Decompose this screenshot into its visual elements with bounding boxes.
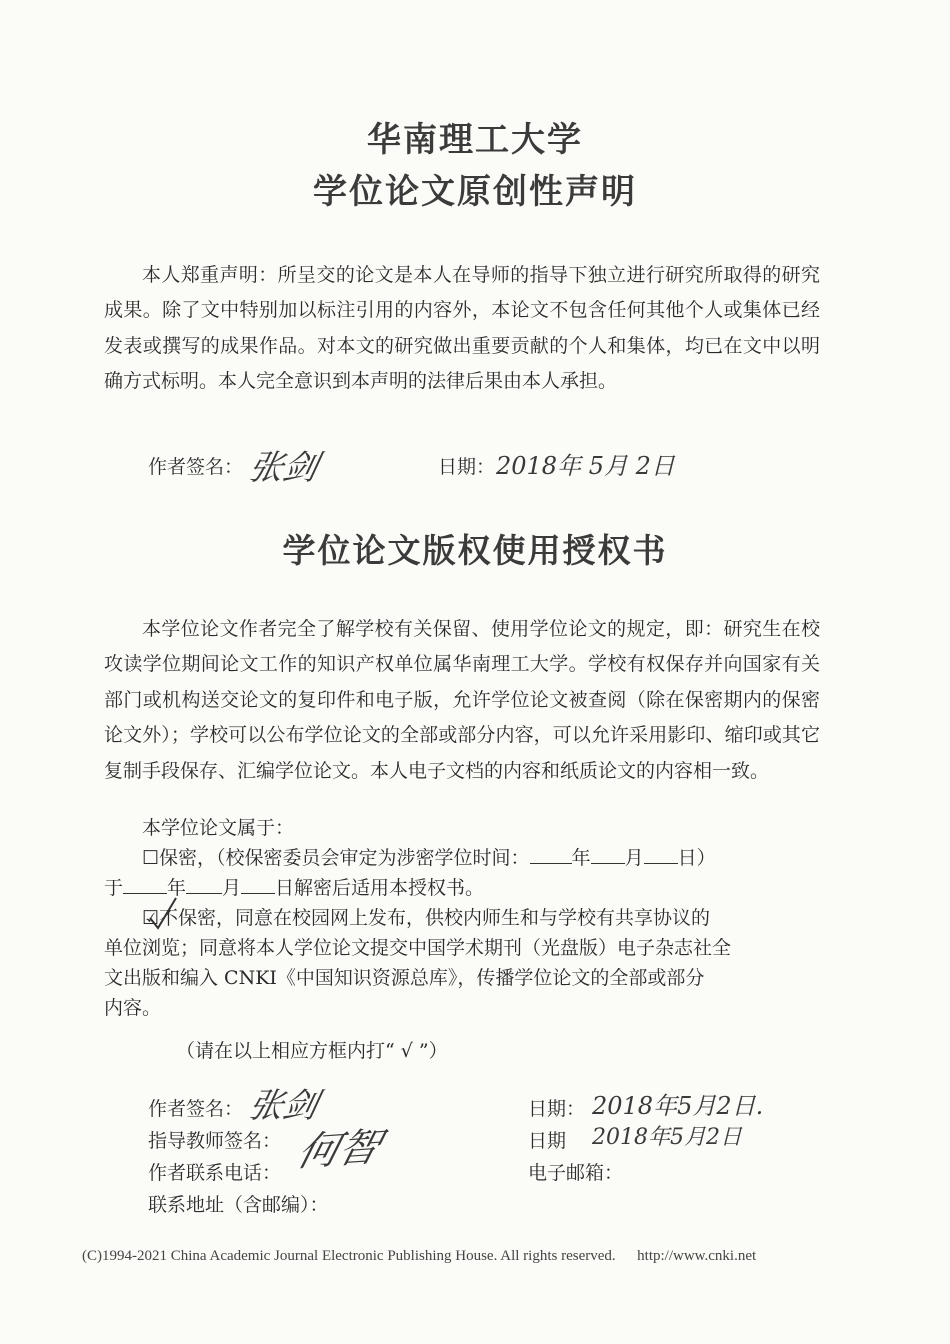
cnki-url[interactable]: http://www.cnki.net	[637, 1248, 757, 1264]
secret-option-line-1	[142, 843, 716, 873]
declassify-month-label: 月	[222, 877, 242, 899]
nonsecret-option-line-3: 文出版和编入 CNKI《中国知识资源总库》，传播学位论文的全部或部分	[104, 967, 705, 989]
nonsecret-option-line-2: 单位浏览；同意将本人学位论文提交中国学术期刊（光盘版）电子杂志社全	[104, 937, 732, 959]
checkbox-instruction: （请在以上相应方框内打“ √ ”）	[176, 1040, 448, 1062]
secret-year-blank[interactable]	[530, 843, 572, 864]
author-signature: 张剑	[245, 1086, 322, 1126]
declassify-day-blank[interactable]	[241, 873, 275, 894]
originality-title: 学位论文原创性声明	[313, 172, 637, 212]
email-label: 电子邮箱：	[528, 1162, 624, 1184]
nonsecret-option-line-4: 内容。	[104, 997, 162, 1019]
declaration-date-label: 日期：	[438, 456, 496, 478]
declassify-line-end: 日解密后适用本授权书。	[275, 877, 485, 899]
declassify-year-blank[interactable]	[123, 873, 167, 894]
nonsecret-checkbox[interactable]: ☑	[142, 907, 160, 929]
university-title: 华南理工大学	[367, 120, 583, 160]
nonsecret-option-line-1	[142, 903, 710, 933]
copyright-footer	[82, 1248, 756, 1265]
declassify-month-blank[interactable]	[186, 873, 222, 894]
declaration-date-value: 2018年 5月 2日	[496, 452, 675, 480]
date1-value: 2018年5月2日.	[592, 1092, 764, 1120]
declaration-paragraph: 本人郑重声明：所呈交的论文是本人在导师的指导下独立进行研究所取得的研究成果。除了文中特别加以标注引用的内容外，本论文不包含任何其他个人或集体已经发表或撰写的成果作品。对本文的研究做出重要贡献的个人和集体，均已在文中以明确方式标明。本人完全意识到本声明的法律后果由本人承担。	[104, 264, 820, 393]
date2-value: 2018年5月2日	[592, 1125, 742, 1150]
authorization-paragraph: 本学位论文作者完全了解学校有关保留、使用学位论文的规定，即：研究生在校攻读学位期间论文工作的知识产权单位属华南理工大学。学校有权保存并向国家有关部门或机构送交论文的复印件和电子版，允许学位论文被查阅（除在保密期内的保密论文外）；学校可以公布学位论文的全部或部分内容，可以允许采用影印、缩印或其它复制手段保存、汇编学位论文。本人电子文档的内容和纸质论文的内容相一致。	[104, 618, 820, 782]
declaration-author-label: 作者签名：	[148, 456, 244, 478]
date1-label: 日期：	[528, 1098, 586, 1120]
authorization-title: 学位论文版权使用授权书	[282, 531, 668, 570]
secret-day-blank[interactable]	[644, 843, 678, 864]
supervisor-signature: 何智	[292, 1124, 386, 1176]
secret-option-text: 保密，（校保密委员会审定为涉密学位时间：	[159, 847, 530, 869]
secret-year-label: 年	[571, 847, 591, 869]
author-phone-label: 作者联系电话：	[148, 1162, 282, 1184]
handwritten-check-icon	[146, 894, 180, 934]
nonsecret-text-1: 不保密，同意在校园网上发布，供校内师生和与学校有共享协议的	[159, 907, 711, 929]
declassify-year-label: 年	[167, 877, 187, 899]
secret-day-label: 日）	[677, 847, 716, 869]
declaration-author-signature: 张剑	[245, 448, 322, 488]
date2-label: 日期	[528, 1130, 567, 1152]
copyright-text: (C)1994-2021 China Academic Journal Electronic Publishing House. All rights reserved.	[82, 1248, 616, 1264]
contact-address-label: 联系地址（含邮编）：	[148, 1194, 329, 1216]
secret-line2-prefix: 于	[104, 877, 124, 899]
supervisor-signature-label: 指导教师签名：	[148, 1130, 282, 1152]
secret-month-label: 月	[624, 847, 644, 869]
author-signature-label: 作者签名：	[148, 1098, 244, 1120]
secret-checkbox[interactable]: ☐	[142, 847, 160, 869]
secret-month-blank[interactable]	[591, 843, 625, 864]
belongs-label: 本学位论文属于：	[142, 817, 295, 839]
